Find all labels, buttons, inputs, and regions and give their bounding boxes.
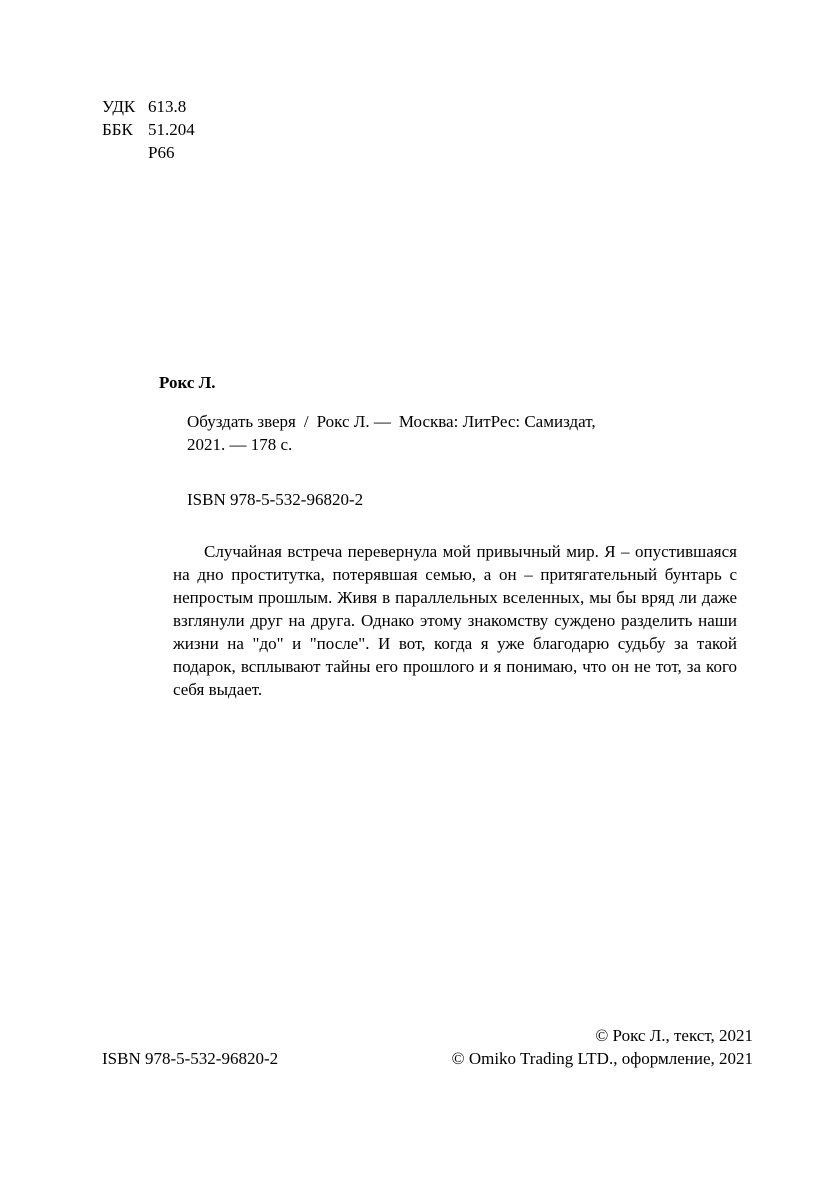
isbn: ISBN 978-5-532-96820-2 — [187, 490, 364, 509]
footer-isbn: ISBN 978-5-532-96820-2 — [102, 1049, 279, 1068]
copyright-design: © Omiko Trading LTD., оформление, 2021 — [451, 1049, 753, 1068]
book-title: Обуздать зверя — [187, 412, 296, 431]
author-mark-row — [102, 142, 174, 164]
annotation: Случайная встреча перевернула мой привычный мир. Я – опустившаяся на дно проститутка, потерявшая семью, а он – притягательный бунтарь с непростым прошлым. Живя в параллельных вселенных, мы бы вряд ли даже взглянули друг на друга. Однако этому знакомству суждено разделить наши жизни на "до" и "после". И вот, когда я уже благодарю судьбу за такой подарок, всплывают тайны его прошлого и я понимаю, что он не тот, за кого себя выдает. — [173, 542, 737, 699]
bbk-row — [102, 119, 195, 141]
bbk-value: 51.204 — [148, 120, 195, 139]
udk-value: 613.8 — [148, 97, 187, 116]
bibliographic-description-line1 — [187, 411, 596, 433]
publisher: Москва: ЛитРес: Самиздат, — [398, 412, 596, 431]
udk-label: УДК — [102, 97, 136, 116]
responsibility: Рокс Л. — — [316, 412, 391, 431]
author-heading: Рокс Л. — [159, 373, 216, 392]
year-pages: 2021. — 178 с. — [187, 435, 293, 454]
author-mark: Р66 — [148, 143, 175, 162]
copyright-text: © Рокс Л., текст, 2021 — [595, 1026, 753, 1045]
bbk-label: ББК — [102, 120, 133, 139]
title-separator: / — [303, 412, 309, 431]
udk-row — [102, 96, 186, 118]
